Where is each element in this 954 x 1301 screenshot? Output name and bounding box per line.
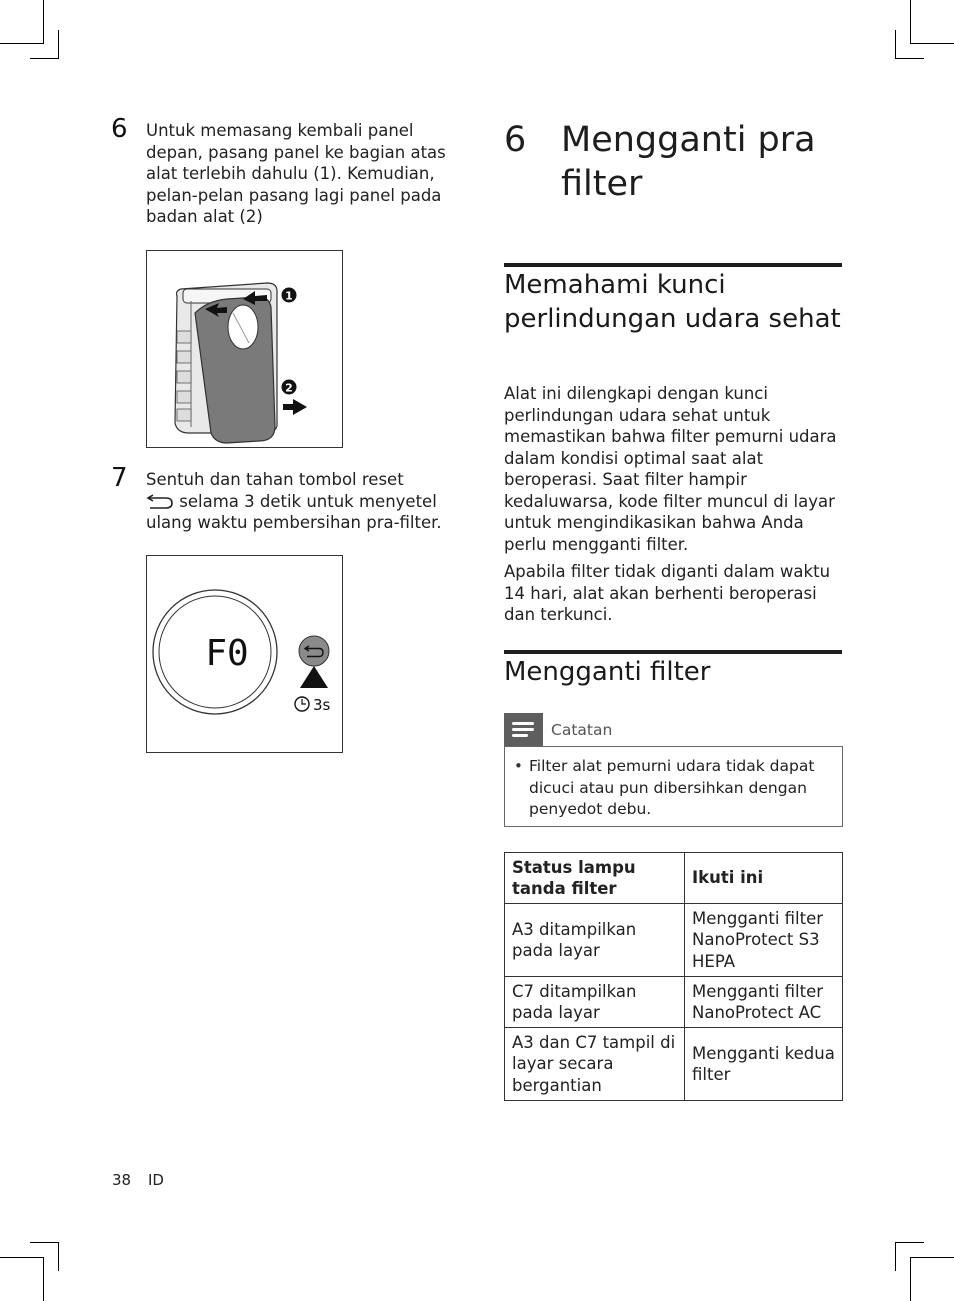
crop-mark	[910, 1257, 954, 1258]
front-panel-illustration	[146, 250, 343, 448]
crop-mark	[58, 30, 59, 59]
step-text: Untuk memasang kembali panel depan, pasang panel ke bagian atas alat terlebih dahulu (1). Kemudian, pelan-pelan pasang lagi panel pada badan alat (2)	[146, 121, 446, 226]
table-cell: C7 ditampilkan pada layar	[505, 977, 685, 1028]
crop-mark	[895, 1242, 896, 1271]
display-code: F0	[205, 633, 249, 674]
language-code: ID	[148, 1171, 164, 1189]
step-number: 7	[111, 463, 128, 493]
display-illustration	[146, 555, 343, 753]
crop-mark	[43, 1257, 44, 1301]
table-header: Ikuti ini	[685, 853, 843, 904]
table-row	[505, 977, 843, 1028]
crop-mark	[30, 1242, 59, 1243]
note-icon	[504, 713, 543, 746]
table-cell: Mengganti filter NanoProtect AC	[685, 977, 843, 1028]
note-box	[504, 746, 843, 827]
section-rule	[504, 263, 842, 267]
section-title: Mengganti filter	[504, 657, 711, 687]
step-number: 6	[111, 114, 128, 144]
control-panel-illustration	[147, 556, 342, 752]
callout-1: 1	[285, 289, 293, 303]
step-text-start: Sentuh dan tahan tombol reset	[146, 470, 404, 489]
paragraph: Apabila filter tidak diganti dalam waktu 14 hari, alat akan berhenti beroperasi dan terkunci.	[504, 562, 831, 624]
filter-status-table	[504, 852, 843, 1101]
chapter-number: 6	[504, 120, 527, 160]
table-cell: Mengganti kedua filter	[685, 1028, 843, 1101]
crop-mark	[895, 58, 924, 59]
table-row	[505, 904, 843, 977]
section-rule	[504, 650, 842, 654]
page-number: 38	[112, 1171, 132, 1189]
chapter-title: Mengganti pra filter	[561, 120, 816, 204]
note-label: Catatan	[551, 721, 613, 739]
step-text-end: selama 3 detik untuk menyetel ulang waktu pembersihan pra-filter.	[146, 491, 442, 532]
crop-mark	[0, 1257, 44, 1258]
hold-duration: 3s	[313, 696, 331, 714]
note-bullet: •	[514, 757, 523, 775]
crop-mark	[910, 1257, 911, 1301]
crop-mark	[58, 1242, 59, 1271]
table-header-row	[505, 853, 843, 904]
crop-mark	[30, 58, 59, 59]
crop-mark	[895, 30, 896, 59]
table-row	[505, 1028, 843, 1101]
table-header: Status lampu tanda filter	[505, 853, 685, 904]
crop-mark	[895, 1242, 924, 1243]
table-cell: Mengganti filter NanoProtect S3 HEPA	[685, 904, 843, 977]
table-cell: A3 dan C7 tampil di layar secara bergantian	[505, 1028, 685, 1101]
table-cell: A3 ditampilkan pada layar	[505, 904, 685, 977]
purifier-illustration	[147, 251, 342, 447]
note-text: Filter alat pemurni udara tidak dapat dicuci atau pun dibersihkan dengan penyedot debu.	[529, 757, 815, 818]
callout-2: 2	[285, 381, 293, 395]
section-title: Memahami kunci perlindungan udara sehat	[504, 270, 841, 334]
crop-mark	[0, 43, 44, 44]
step-text	[146, 469, 456, 534]
paragraph: Alat ini dilengkapi dengan kunci perlindungan udara sehat untuk memastikan bahwa filter pemurni udara dalam kondisi optimal saat alat beroperasi. Saat filter hampir kedaluwarsa, kode filter muncul di layar untuk mengindikasikan bahwa Anda perlu mengganti filter.	[504, 384, 837, 554]
crop-mark	[910, 0, 911, 44]
crop-mark	[43, 0, 44, 44]
crop-mark	[910, 43, 954, 44]
reset-icon	[146, 493, 174, 509]
